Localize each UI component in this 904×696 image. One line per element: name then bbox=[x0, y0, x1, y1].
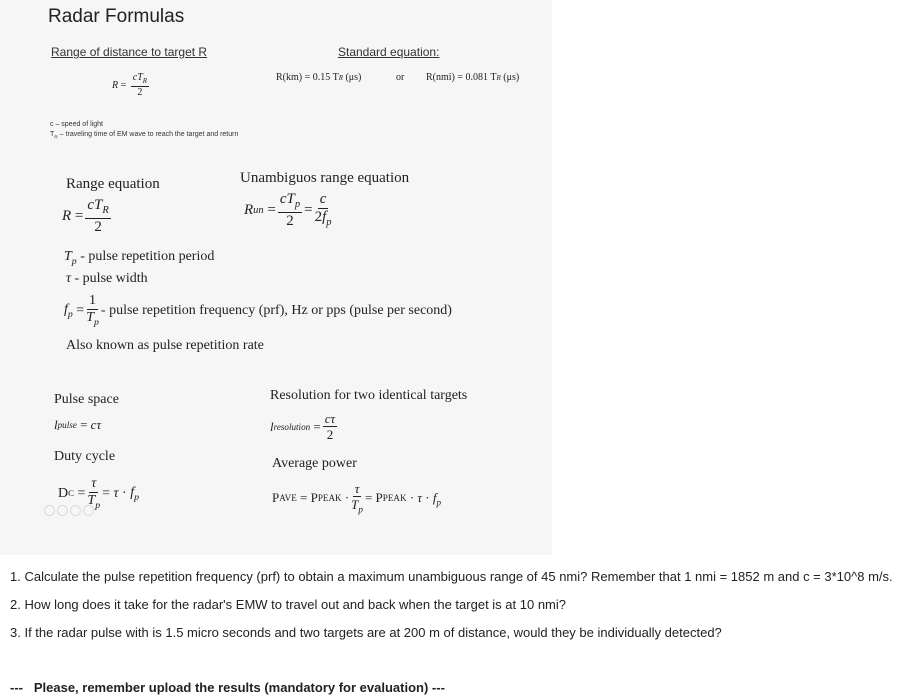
question-3: 3. If the radar pulse with is 1.5 micro seconds and two targets are at 200 m of distance, would they be individually detected? bbox=[10, 625, 722, 640]
formula-sheet bbox=[0, 0, 552, 555]
prf-definition: $f_p$ = $\frac{1}{T_p}$ - pulse repetition frequency (prf), Hz or pps (pulse per second) bbox=[64, 293, 452, 328]
resolution-equation: l resolution = $\frac{c\tau}{2}$ bbox=[270, 411, 336, 442]
pulse-space-heading: Pulse space bbox=[54, 392, 119, 407]
question-2: 2. How long does it take for the radar's EMW to travel out and back when the target is at 10 nmi? bbox=[10, 597, 566, 612]
standard-equation-heading: Standard equation: bbox=[338, 45, 440, 59]
tau-definition: τ - pulse width bbox=[66, 271, 148, 286]
range-equation: R = $\frac{cT_R}{2}$ bbox=[62, 197, 109, 235]
upload-reminder: --- Please, remember upload the results (mandatory for evaluation) --- bbox=[10, 680, 445, 695]
average-power-heading: Average power bbox=[272, 456, 357, 471]
unambiguous-range-equation: R un = $\frac{cT_p}{2}$ = $\frac{c}{2f_p}$ bbox=[244, 191, 332, 229]
standard-equation-km: R(km) = 0.15 T R (μs) bbox=[276, 72, 362, 83]
or-label: or bbox=[396, 72, 405, 83]
average-power-equation: P AVE = P PEAK · $\frac{\tau}{T_p}$ = P PEAK · τ · $f_p$ bbox=[272, 481, 442, 515]
range-heading: Range of distance to target R bbox=[51, 45, 208, 59]
page-title: Radar Formulas bbox=[48, 6, 185, 27]
tp-definition: $T_p$ - pulse repetition period bbox=[64, 249, 215, 267]
pulse-space-equation: l pulse = cτ bbox=[54, 417, 102, 432]
legend-c: c – speed of light bbox=[50, 121, 103, 128]
watermark-circles-icon bbox=[44, 505, 94, 516]
duty-cycle-heading: Duty cycle bbox=[54, 449, 116, 464]
standard-equation-nmi: R(nmi) = 0.081 T R (μs) bbox=[426, 72, 520, 83]
range-equation-heading: Range equation bbox=[66, 176, 160, 192]
unambiguous-range-heading: Unambiguos range equation bbox=[240, 170, 410, 186]
question-1: 1. Calculate the pulse repetition frequency (prf) to obtain a maximum unambiguous range of 45 nmi? Remember that 1 nmi = 1852 m and c = 3*10^8 m/s. bbox=[10, 569, 893, 584]
also-known-text: Also known as pulse repetition rate bbox=[66, 338, 264, 353]
duty-cycle-equation: D C = $\frac{\tau}{T_p}$ = τ · $f_p$ bbox=[58, 476, 140, 511]
legend-t: $T_R$ – traveling time of EM wave to reach the target and return bbox=[50, 131, 239, 141]
resolution-heading: Resolution for two identical targets bbox=[270, 388, 468, 403]
range-formula-small: R = $\frac{cT_R}{2}$ bbox=[112, 72, 148, 98]
